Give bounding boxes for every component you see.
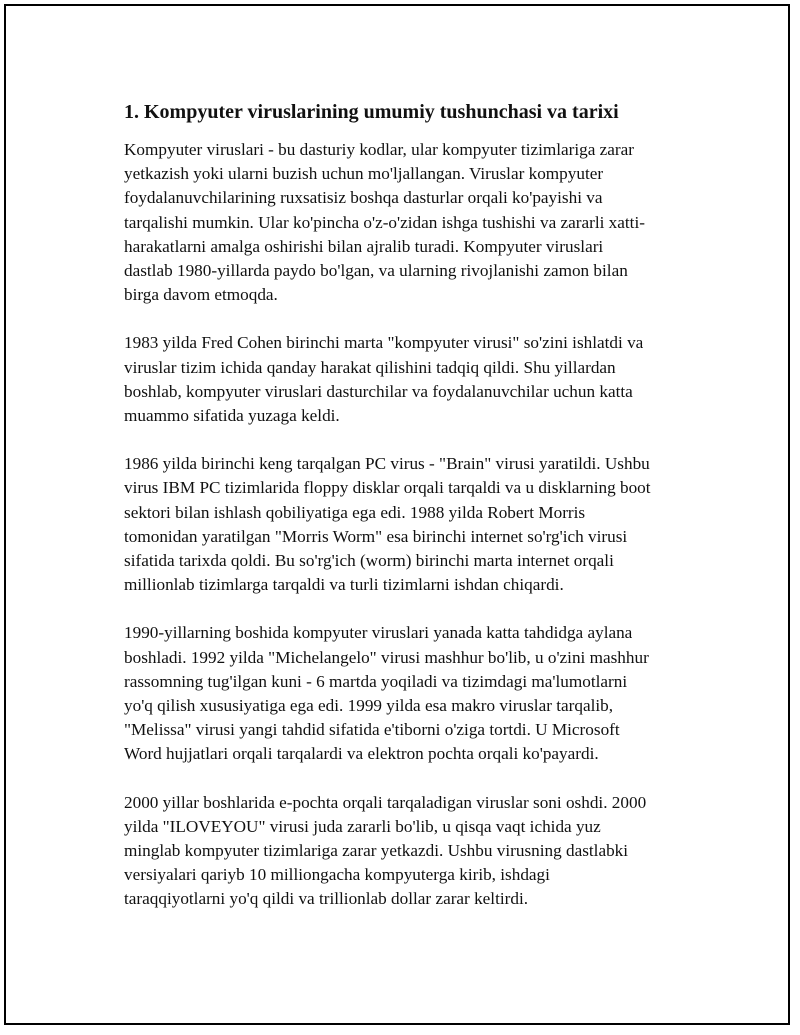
paragraph-2 <box>124 331 699 428</box>
paragraph-line: 1990-yillarning boshida kompyuter viruslari yanada katta tahdidga aylana <box>124 623 633 643</box>
paragraph-line: birga davom etmoqda. <box>124 285 278 305</box>
document-body <box>124 98 699 936</box>
paragraph-line: yo'q qilish xususiyatiga ega edi. 1999 yilda esa makro viruslar tarqalib, <box>124 696 614 716</box>
paragraph-line: muammo sifatida yuzaga keldi. <box>124 406 340 426</box>
paragraph-3 <box>124 452 699 597</box>
paragraph-line: boshladi. 1992 yilda "Michelangelo" virusi mashhur bo'lib, u o'zini mashhur <box>124 647 649 667</box>
paragraph-line: tarqalishi mumkin. Ular ko'pincha o'z-o'zidan ishga tushishi va zararli xatti- <box>124 212 645 232</box>
paragraph-line: foydalanuvchilarining ruxsatisiz boshqa dasturlar orqali ko'payishi va <box>124 188 603 208</box>
paragraph-line: sektori bilan ishlash qobiliyatiga ega edi. 1988 yilda Robert Morris <box>124 502 586 522</box>
paragraph-line: Word hujjatlari orqali tarqalardi va elektron pochta orqali ko'payardi. <box>124 744 599 764</box>
paragraph-line: 2000 yillar boshlarida e-pochta orqali tarqaladigan viruslar soni oshdi. 2000 <box>124 792 647 812</box>
paragraph-line: 1986 yilda birinchi keng tarqalgan PC virus - "Brain" virusi yaratildi. Ushbu <box>124 454 650 474</box>
paragraph-line: minglab kompyuter tizimlariga zarar yetkazdi. Ushbu virusning dastlabki <box>124 841 629 861</box>
paragraph-line: "Melissa" virusi yangi tahdid sifatida e'tiborni o'ziga tortdi. U Microsoft <box>124 720 620 740</box>
page-title: 1. Kompyuter viruslarining umumiy tushunchasi va tarixi <box>124 101 619 123</box>
paragraph-1 <box>124 138 699 307</box>
paragraph-line: yetkazish yoki ularni buzish uchun mo'ljallangan. Viruslar kompyuter <box>124 164 604 184</box>
paragraph-line: harakatlarni amalga oshirishi bilan ajralib turadi. Kompyuter viruslari <box>124 236 604 256</box>
page-frame <box>4 4 790 1025</box>
paragraph-line: virus IBM PC tizimlarida floppy disklar orqali tarqaldi va u disklarning boot <box>124 478 651 498</box>
paragraph-line: rassomning tug'ilgan kuni - 6 martda yoqiladi va tizimdagi ma'lumotlarni <box>124 671 628 691</box>
paragraph-line: boshlab, kompyuter viruslari dasturchilar va foydalanuvchilar uchun katta <box>124 381 633 401</box>
paragraph-line: yilda "ILOVEYOU" virusi juda zararli bo'lib, u qisqa vaqt ichida yuz <box>124 816 601 836</box>
paragraph-5 <box>124 791 699 912</box>
paragraph-line: millionlab tizimlarga tarqaldi va turli tizimlarni ishdan chiqardi. <box>124 575 564 595</box>
paragraph-4 <box>124 621 699 766</box>
paragraph-line: 1983 yilda Fred Cohen birinchi marta "kompyuter virusi" so'zini ishlatdi va <box>124 333 644 353</box>
paragraph-line: tomonidan yaratilgan "Morris Worm" esa birinchi internet so'rg'ich virusi <box>124 526 628 546</box>
paragraph-line: viruslar tizim ichida qanday harakat qilishini tadqiq qildi. Shu yillardan <box>124 357 616 377</box>
paragraph-line: taraqqiyotlarni yo'q qildi va trillionlab dollar zarar keltirdi. <box>124 889 529 909</box>
paragraph-line: versiyalari qariyb 10 milliongacha kompyuterga kirib, ishdagi <box>124 865 550 885</box>
paragraph-line: Kompyuter viruslari - bu dasturiy kodlar, ular kompyuter tizimlariga zarar <box>124 140 635 159</box>
paragraph-line: dastlab 1980-yillarda paydo bo'lgan, va ularning rivojlanishi zamon bilan <box>124 261 628 281</box>
paragraph-line: sifatida tarixda qoldi. Bu so'rg'ich (worm) birinchi marta internet orqali <box>124 551 614 571</box>
